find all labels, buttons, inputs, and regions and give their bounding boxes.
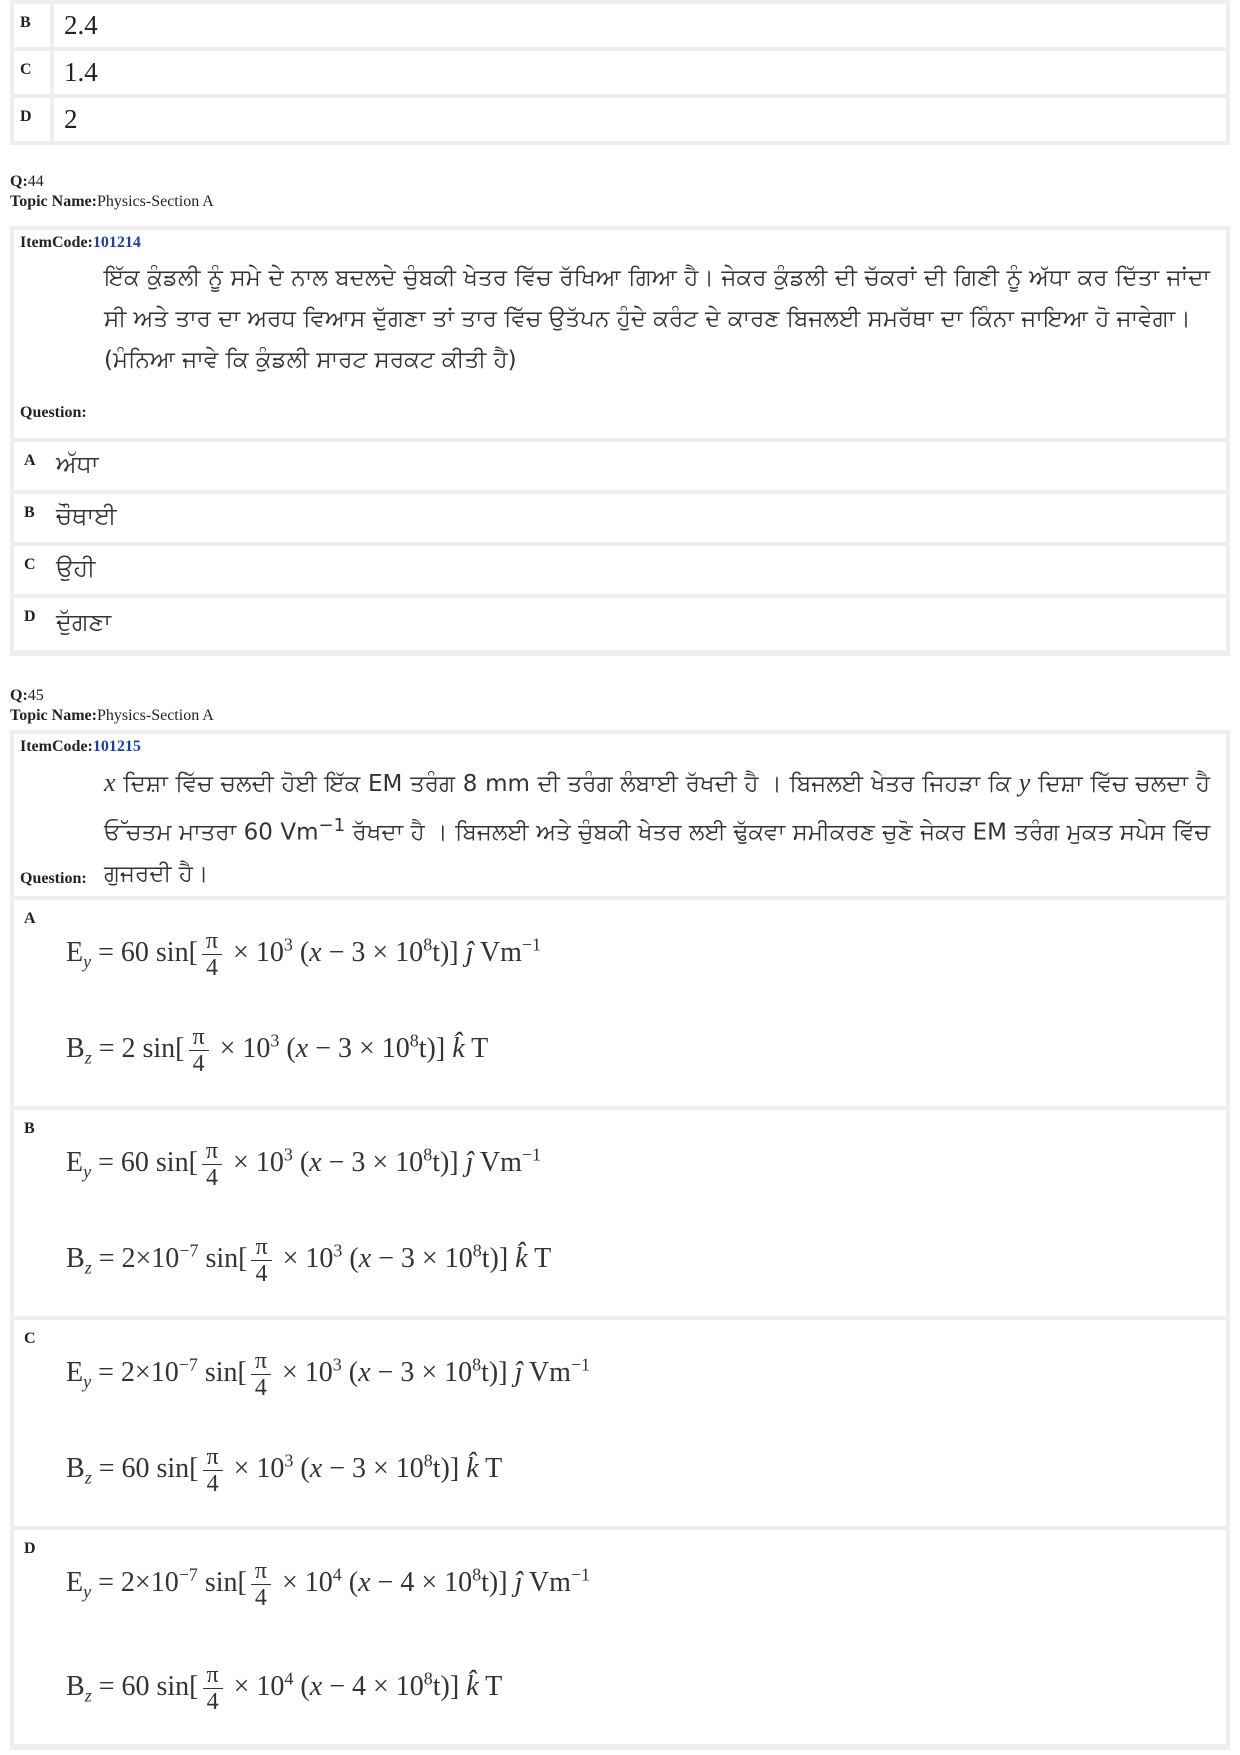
b-amplitude: 2 — [121, 1032, 136, 1064]
topic-prefix: Topic Name: — [10, 193, 97, 210]
option-value: ਚੌਥਾਈ — [56, 502, 117, 530]
option-b[interactable] — [14, 494, 1226, 542]
e-amplitude-exponent: −7 — [178, 1354, 198, 1375]
option-row[interactable] — [14, 98, 1226, 141]
e-amplitude-exponent: −7 — [178, 1564, 198, 1585]
question-label: Question: — [20, 404, 87, 421]
option-b[interactable] — [14, 1110, 1226, 1316]
q-prefix: Q: — [10, 173, 28, 190]
question-number: 44 — [27, 173, 44, 190]
option-key: B — [24, 504, 35, 521]
question-text-part: ਦਿਸ਼ਾ ਵਿੱਚ ਚਲਦਾ ਹੈ ਓੱਚਤਮ ਮਾਤਰਾ 60 Vm — [104, 771, 1210, 846]
e-equation: $E_y = 60$ sin[ $\frac{\pi}{4}$ × $10^3$ $(x - 3 \times 10^8t)$] ĵ $Vm^{-1}$ — [66, 1138, 542, 1191]
question-header-44 — [10, 172, 214, 212]
option-key: D — [24, 608, 36, 625]
option-key: C — [14, 51, 50, 94]
b-equation: $B_z = 60$ sin[ $\frac{\pi}{4}$ × $10^3$ $(x - 3 \times 10^8t)$] k̂ T — [66, 1444, 503, 1497]
question-text — [104, 258, 1210, 381]
question-stem — [14, 230, 1226, 438]
option-key: B — [24, 1120, 35, 1137]
k-exponent: 4 — [332, 1564, 342, 1585]
option-c[interactable] — [14, 546, 1226, 594]
b-amplitude: 60 — [121, 1452, 150, 1484]
question-box-45 — [10, 730, 1230, 1750]
question-label: Question: — [20, 870, 87, 887]
e-amplitude: 2×10 — [120, 1566, 179, 1598]
c-value: 4 — [400, 1566, 415, 1598]
topic-prefix: Topic Name: — [10, 707, 97, 724]
question-number: 45 — [27, 687, 44, 704]
k-exponent: 3 — [332, 1354, 342, 1375]
c-value: 3 — [351, 936, 366, 968]
var-y: y — [1018, 768, 1031, 797]
var-x: x — [104, 768, 116, 797]
b-amplitude-exponent: −7 — [179, 1240, 199, 1261]
option-value: ਦੁੱਗਣਾ — [56, 608, 112, 636]
option-key: C — [24, 1330, 36, 1347]
option-key: B — [14, 4, 50, 47]
b-amplitude: 60 — [121, 1670, 150, 1702]
itemcode-prefix: ItemCode: — [20, 234, 93, 251]
option-value: 2 — [54, 98, 1226, 141]
b-equation: $B_z = 2\times 10^{-7}$ sin[ $\frac{\pi}{4}$ × $10^3$ $(x - 3 \times 10^8t)$] k̂ T — [66, 1234, 552, 1287]
itemcode-prefix: ItemCode: — [20, 738, 93, 755]
b-equation: $B_z = 2$ sin[ $\frac{\pi}{4}$ × $10^3$ $(x - 3 \times 10^8t)$] k̂ T — [66, 1024, 489, 1077]
option-value: ਅੱਧਾ — [56, 450, 99, 478]
option-d[interactable] — [14, 1530, 1226, 1744]
k-exponent: 3 — [283, 934, 293, 955]
e-equation: $E_y = 2\times 10^{-7}$ sin[ $\frac{\pi}{4}$ × $10^3$ $(x - 3 \times 10^8t)$] ĵ $Vm^{-1}$ — [66, 1348, 591, 1401]
option-key: A — [24, 910, 36, 927]
e-equation: $E_y = 60$ sin[ $\frac{\pi}{4}$ × $10^3$ $(x - 3 \times 10^8t)$] ĵ $Vm^{-1}$ — [66, 928, 542, 981]
question-text-part: ਦਿਸ਼ਾ ਵਿੱਚ ਚਲਦੀ ਹੋਈ ਇੱਕ EM ਤਰੰਗ 8 mm ਦੀ ਤਰੰਗ ਲੰਬਾਈ ਰੱਖਦੀ ਹੈ । ਬਿਜਲਈ ਖੇਤਰ ਜਿਹੜਾ ਕਿ — [115, 771, 1019, 797]
option-value: ਉਹੀ — [56, 554, 96, 582]
option-a[interactable] — [14, 900, 1226, 1106]
q-prefix: Q: — [10, 687, 28, 704]
option-a[interactable] — [14, 442, 1226, 490]
topic-name: Physics-Section A — [96, 707, 214, 724]
option-key: C — [24, 556, 36, 573]
topic-name: Physics-Section A — [96, 193, 214, 210]
question-text-main: ਇੱਕ ਕੁੰਡਲੀ ਨੂੰ ਸਮੇ ਦੇ ਨਾਲ ਬਦਲਦੇ ਚੁੰਬਕੀ ਖੇਤਰ ਵਿੱਚ ਰੱਖਿਆ ਗਿਆ ਹੈ। ਜੇਕਰ ਕੁੰਡਲੀ ਦੀ ਚੱਕਰਾਂ ਦੀ ਗਿਣੀ ਨੂੰ ਅੱਧਾ ਕਰ ਦਿੱਤਾ ਜਾਂਦਾ ਸੀ ਅਤੇ ਤਾਰ ਦਾ ਅਰਧ ਵਿਆਸ ਦੁੱਗਣਾ ਤਾਂ ਤਾਰ ਵਿੱਚ ਉਤੱਪਨ ਹੁੰਦੇ ਕਰੰਟ ਦੇ ਕਾਰਣ ਬਿਜਲਈ ਸਮਰੱਥਾ ਦਾ ਕਿੰਨਾ ਜਾਇਆ ਹੋ ਜਾਵੇਗਾ। — [104, 265, 1210, 332]
e-amplitude: 60 — [120, 936, 149, 968]
option-value: 2.4 — [54, 4, 1226, 47]
c-value: 3 — [351, 1146, 366, 1178]
option-key: D — [24, 1540, 36, 1557]
e-amplitude: 2×10 — [120, 1356, 179, 1388]
b-equation: $B_z = 60$ sin[ $\frac{\pi}{4}$ × $10^4$ $(x - 4 \times 10^8t)$] k̂ T — [66, 1662, 503, 1715]
option-row[interactable] — [14, 51, 1226, 94]
question-text — [104, 762, 1210, 895]
c-value: 3 — [400, 1356, 415, 1388]
option-value: 1.4 — [54, 51, 1226, 94]
question-box-44 — [10, 226, 1230, 656]
b-amplitude: 2×10 — [121, 1242, 180, 1274]
question-stem — [14, 734, 1226, 896]
question-header-45 — [10, 686, 214, 726]
option-d[interactable] — [14, 598, 1226, 650]
question-text-part: ਰੱਖਦਾ ਹੈ । ਬਿਜਲਈ ਅਤੇ ਚੁੰਬਕੀ ਖੇਤਰ ਲਈ ਢੁੱਕਵਾ ਸਮੀਕਰਣ ਚੁਣੋ ਜੇਕਰ EM ਤਰੰਗ ਮੁਕਤ ਸਪੇਸ ਵਿੱਚ ਗੁਜਰਦੀ ਹੈ। — [104, 819, 1210, 887]
option-c[interactable] — [14, 1320, 1226, 1526]
option-row[interactable] — [14, 4, 1226, 47]
item-code: 101214 — [92, 234, 141, 251]
k-exponent: 3 — [283, 1144, 293, 1165]
item-code: 101215 — [92, 738, 141, 755]
option-key: D — [14, 98, 50, 141]
e-amplitude: 60 — [120, 1146, 149, 1178]
question-text-note: (ਮੰਨਿਆ ਜਾਵੇ ਕਿ ਕੁੰਡਲੀ ਸਾਰਟ ਸਰਕਟ ਕੀਤੀ ਹੈ) — [104, 347, 517, 373]
unit-exponent: −1 — [318, 815, 346, 836]
option-key: A — [24, 452, 36, 469]
e-equation: $E_y = 2\times 10^{-7}$ sin[ $\frac{\pi}{4}$ × $10^4$ $(x - 4 \times 10^8t)$] ĵ $Vm^{-1}$ — [66, 1558, 591, 1611]
prev-options-table — [10, 0, 1230, 145]
